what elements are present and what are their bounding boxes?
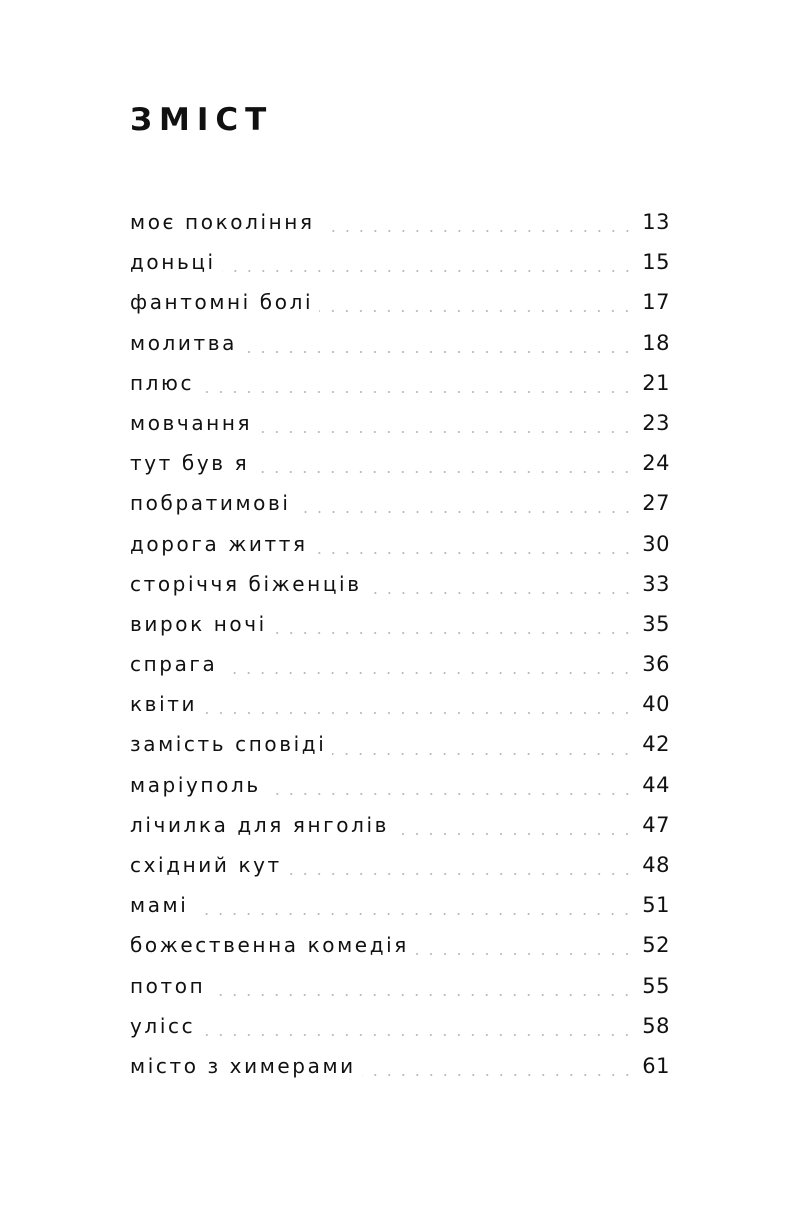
toc-entry-title: вирок ночі	[130, 611, 267, 636]
toc-entry	[130, 443, 670, 483]
toc-entry-page-number: 17	[642, 290, 670, 315]
dot-leader	[255, 471, 634, 473]
toc-entry-page-number: 40	[642, 692, 670, 717]
toc-entry-title: божественна комедія	[130, 933, 409, 958]
toc-entry	[130, 524, 670, 564]
toc-entry-title: тут був я	[130, 451, 250, 476]
dot-leader	[395, 833, 634, 835]
toc-entry	[130, 925, 670, 965]
toc-entry	[130, 845, 670, 885]
dot-leader	[223, 672, 634, 674]
toc-entry-page-number: 42	[642, 732, 670, 757]
dot-leader	[288, 873, 634, 875]
toc-entry	[130, 363, 670, 403]
toc-entry-page-number: 35	[642, 611, 670, 636]
toc-entry-title: улісс	[130, 1013, 196, 1038]
toc-entry-title: замість сповіді	[130, 732, 327, 757]
toc-entry	[130, 885, 670, 925]
toc-entry-page-number: 30	[642, 531, 670, 556]
toc-entry-title: побратимові	[130, 491, 291, 516]
toc-entry-page-number: 52	[642, 933, 670, 958]
toc-entry-page-number: 27	[642, 491, 670, 516]
dot-leader	[211, 994, 634, 996]
dot-leader	[203, 712, 634, 714]
toc-entry	[130, 1006, 670, 1046]
dot-leader	[273, 632, 634, 634]
toc-entry-page-number: 61	[642, 1053, 670, 1078]
toc-entry-title: моє покоління	[130, 210, 315, 234]
toc-entry-page-number: 33	[642, 571, 670, 596]
toc-entry-title: дорога життя	[130, 531, 308, 556]
dot-leader	[415, 953, 634, 955]
dot-leader	[297, 511, 634, 513]
dot-leader	[194, 913, 634, 915]
toc-entry	[130, 1046, 670, 1086]
dot-leader	[258, 431, 634, 433]
toc-entry-title: доньці	[130, 250, 216, 275]
toc-entry	[130, 644, 670, 684]
toc-entry-page-number: 21	[642, 370, 670, 395]
toc-entry	[130, 483, 670, 523]
table-of-contents	[130, 202, 670, 1086]
dot-leader	[314, 552, 634, 554]
toc-entry-title: мовчання	[130, 410, 253, 435]
toc-entry	[130, 805, 670, 845]
dot-leader	[362, 1074, 634, 1076]
dot-leader	[368, 592, 634, 594]
toc-entry-page-number: 48	[642, 853, 670, 877]
toc-entry-page-number: 23	[642, 410, 670, 435]
toc-entry-title: мамі	[130, 893, 189, 918]
toc-entry-page-number: 44	[642, 772, 670, 797]
toc-entry	[130, 684, 670, 724]
page-title: ЗМІСТ	[130, 102, 274, 138]
toc-entry-page-number: 15	[642, 250, 670, 275]
toc-entry	[130, 403, 670, 443]
toc-entry-page-number: 24	[642, 451, 670, 476]
dot-leader	[319, 310, 634, 312]
toc-entry	[130, 282, 670, 322]
dot-leader	[243, 351, 634, 353]
toc-entry-title: лічилка для янголів	[130, 812, 390, 837]
toc-entry-title: східний кут	[130, 853, 282, 877]
toc-entry-title: маріуполь	[130, 772, 261, 797]
toc-entry	[130, 724, 670, 764]
toc-entry-title: молитва	[130, 330, 237, 355]
dot-leader	[200, 391, 634, 393]
dot-leader	[321, 230, 634, 232]
toc-entry	[130, 242, 670, 282]
toc-entry-title: спрага	[130, 652, 218, 677]
dot-leader	[201, 1034, 634, 1036]
toc-entry-title: місто з химерами	[130, 1053, 356, 1078]
toc-entry-title: фантомні болі	[130, 290, 314, 315]
toc-entry-title: квіти	[130, 692, 198, 717]
toc-entry-title: плюс	[130, 370, 195, 395]
toc-entry-page-number: 58	[642, 1013, 670, 1038]
toc-entry	[130, 604, 670, 644]
dot-leader	[222, 270, 634, 272]
toc-entry-page-number: 47	[642, 812, 670, 837]
toc-entry	[130, 765, 670, 805]
toc-entry-page-number: 55	[642, 973, 670, 998]
toc-entry-title: сторіччя біженців	[130, 571, 362, 596]
toc-entry	[130, 564, 670, 604]
toc-entry	[130, 323, 670, 363]
dot-leader	[332, 753, 634, 755]
dot-leader	[267, 793, 634, 795]
toc-entry	[130, 202, 670, 242]
toc-entry-page-number: 18	[642, 330, 670, 355]
toc-entry-page-number: 13	[642, 210, 670, 234]
toc-entry-page-number: 51	[642, 893, 670, 918]
toc-entry	[130, 966, 670, 1006]
toc-entry-title: потоп	[130, 973, 206, 998]
toc-entry-page-number: 36	[642, 652, 670, 677]
